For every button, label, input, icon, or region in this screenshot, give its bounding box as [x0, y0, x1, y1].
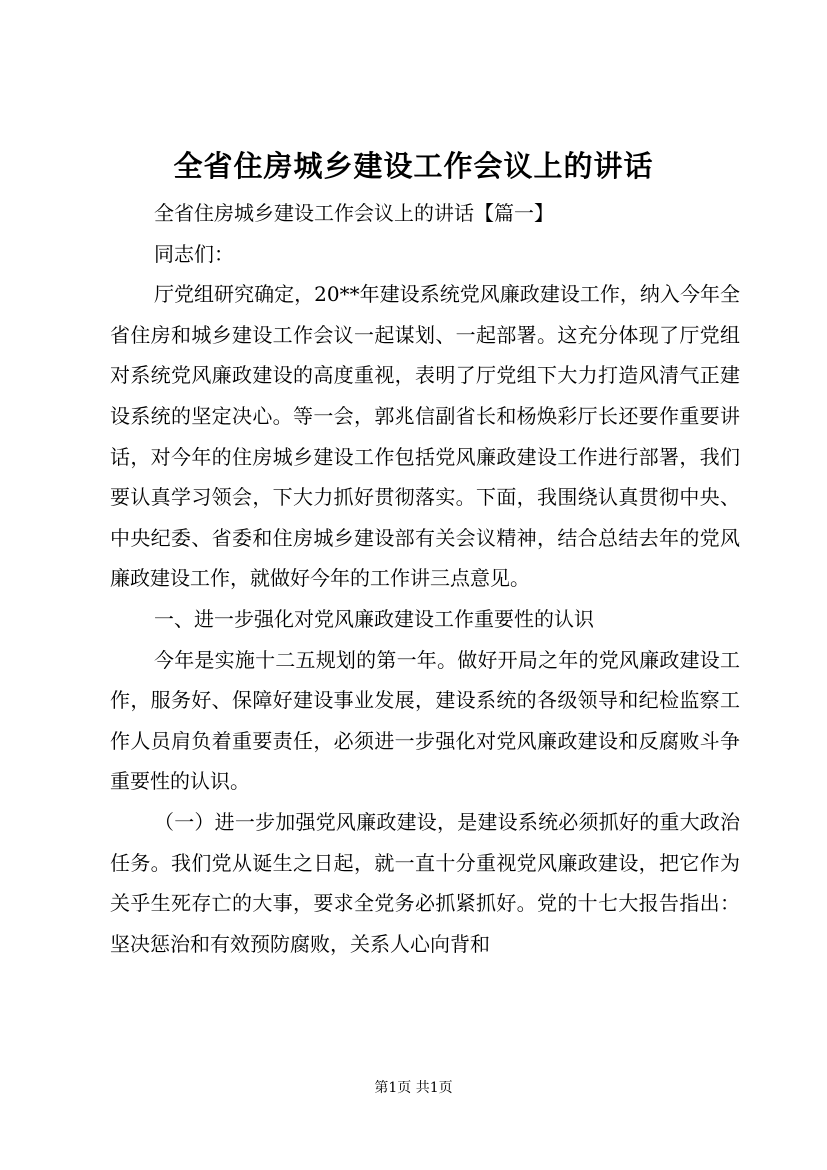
document-title: 全省住房城乡建设工作会议上的讲话: [173, 149, 654, 183]
page-number-footer: 第1页 共1页: [374, 1080, 453, 1096]
section-heading: 全省住房城乡建设工作会议上的讲话【篇一】: [154, 201, 554, 225]
salutation: 同志们：: [154, 241, 234, 266]
section-heading-one: 一、进一步强化对党风廉政建设工作重要性的认识: [154, 606, 594, 631]
body-paragraph: （一）进一步加强党风廉政建设，是建设系统必须抓好的重大政治任务。我们党从诞生之日起，就一直十分重视党风廉政建设，把它作为关乎生死存亡的大事，要求全党务必抓紧抓好。党的十七大报告指出：坚决惩治和有效预防腐败，关系人心向背和: [110, 809, 740, 956]
body-paragraph: 今年是实施十二五规划的第一年。做好开局之年的党风廉政建设工作，服务好、保障好建设事业发展，建设系统的各级领导和纪检监察工作人员肩负着重要责任，必须进一步强化对党风廉政建设和反腐败斗争重要性的认识。: [110, 647, 740, 794]
document-body: [110, 193, 740, 964]
body-paragraph: 厅党组研究确定，20**年建设系统党风廉政建设工作，纳入今年全省住房和城乡建设工作会议一起谋划、一起部署。这充分体现了厅党组对系统党风廉政建设的高度重视，表明了厅党组下大力打造风清气正建设系统的坚定决心。等一会，郭兆信副省长和杨焕彩厅长还要作重要讲话，对今年的住房城乡建设工作包括党风廉政建设工作进行部署，我们要认真学习领会，下大力抓好贯彻落实。下面，我围绕认真贯彻中央、中央纪委、省委和住房城乡建设部有关会议精神，结合总结去年的党风廉政建设工作，就做好今年的工作讲三点意见。: [110, 282, 740, 591]
